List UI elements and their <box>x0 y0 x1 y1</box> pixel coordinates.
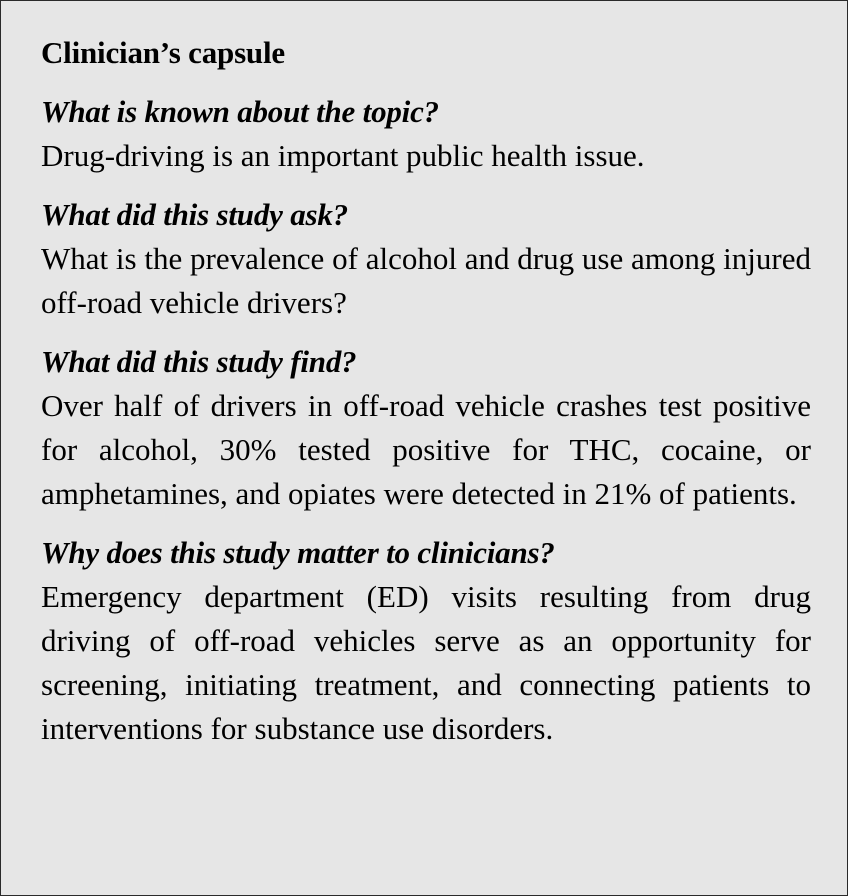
capsule-section-matter <box>41 531 811 751</box>
section-answer: Drug-driving is an important public health issue. <box>41 138 645 173</box>
capsule-section-find <box>41 340 811 516</box>
section-question: What did this study ask? <box>41 197 349 232</box>
section-answer: Emergency department (ED) visits resulting from drug driving of off-road vehicles serve as an opportunity for screening, initiating treatment, and connecting patients to interventions for substance use disorders. <box>41 579 811 746</box>
section-answer: Over half of drivers in off-road vehicle crashes test positive for alcohol, 30% tested positive for THC, cocaine, or amphetamines, and opiates were detected in 21% of patients. <box>41 388 811 511</box>
section-answer: What is the prevalence of alcohol and drug use among injured off-road vehicle drivers? <box>41 241 811 320</box>
section-question: Why does this study matter to clinicians? <box>41 535 555 570</box>
capsule-title: Clinician’s capsule <box>41 35 285 70</box>
capsule-section-known <box>41 90 811 178</box>
section-question: What is known about the topic? <box>41 94 439 129</box>
section-question: What did this study find? <box>41 344 357 379</box>
capsule-content <box>41 31 811 766</box>
capsule-section-ask <box>41 193 811 325</box>
